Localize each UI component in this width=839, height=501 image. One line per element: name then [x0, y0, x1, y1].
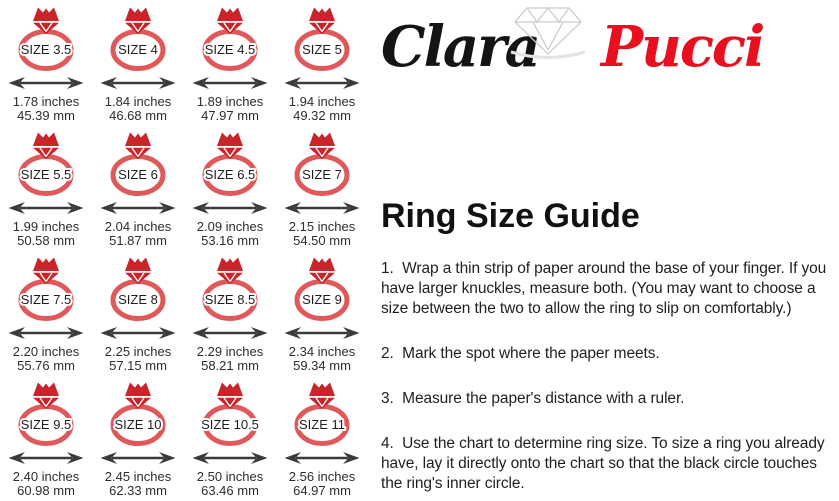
ring-size-cell: [276, 0, 368, 125]
diameter-mm: 49.32 mm: [293, 108, 351, 123]
diameter-arrow-icon: [276, 324, 368, 342]
ring-size-label: SIZE 8: [118, 292, 158, 307]
diameter-inches: 1.94 inches: [288, 94, 356, 109]
diameter-mm: 60.98 mm: [17, 483, 75, 498]
instruction-step-4: 4. Use the chart to determine ring size. To size a ring you already have, lay it directly onto the chart so that the black circle touches the ring's inner circle.: [381, 435, 829, 492]
diameter-mm: 58.21 mm: [201, 358, 259, 373]
diameter-inches: 1.78 inches: [12, 94, 80, 109]
ring-size-cell: [276, 250, 368, 375]
ring-size-label: SIZE 8.5: [204, 292, 256, 307]
ring-size-label: SIZE 7: [302, 167, 342, 182]
ring-size-cell: [92, 0, 184, 125]
diameter-mm: 62.33 mm: [109, 483, 167, 498]
diameter-arrow-icon: [276, 199, 368, 217]
ring-size-label: SIZE 6.5: [204, 167, 256, 182]
ring-size-cell: [276, 375, 368, 500]
diameter-inches: 2.20 inches: [12, 344, 80, 359]
ring-size-label: SIZE 10: [114, 417, 162, 432]
diameter-arrow-icon: [184, 199, 276, 217]
ring-size-label: SIZE 5.5: [20, 167, 72, 182]
ring-size-label: SIZE 5: [302, 42, 342, 57]
ring-size-cell: [184, 125, 276, 250]
ring-icon: [184, 251, 276, 322]
ring-icon: [92, 126, 184, 197]
diameter-inches: 1.89 inches: [196, 94, 264, 109]
ring-size-label: SIZE 11: [298, 417, 346, 432]
ring-size-cell: [0, 250, 92, 375]
ring-icon: [276, 251, 368, 322]
diameter-mm: 54.50 mm: [293, 233, 351, 248]
brand-name-clara: Clara: [381, 14, 539, 80]
ring-size-cell: [92, 375, 184, 500]
ring-size-cell: [0, 125, 92, 250]
diameter-inches: 2.25 inches: [104, 344, 172, 359]
ring-icon: [276, 126, 368, 197]
ring-size-label: SIZE 6: [118, 167, 158, 182]
diameter-inches: 2.09 inches: [196, 219, 264, 234]
diameter-inches: 2.15 inches: [288, 219, 356, 234]
ring-icon: [92, 376, 184, 447]
diameter-arrow-icon: [92, 199, 184, 217]
brand-logo: [375, 0, 835, 105]
ring-size-label: SIZE 3.5: [20, 42, 72, 57]
ring-size-label: SIZE 7.5: [20, 292, 72, 307]
ring-size-cell: [276, 125, 368, 250]
diameter-arrow-icon: [92, 324, 184, 342]
diameter-arrow-icon: [92, 449, 184, 467]
diameter-mm: 45.39 mm: [17, 108, 75, 123]
ring-size-cell: [92, 250, 184, 375]
diameter-arrow-icon: [0, 449, 92, 467]
ring-size-cell: [92, 125, 184, 250]
diameter-mm: 59.34 mm: [293, 358, 351, 373]
instruction-step-2: 2. Mark the spot where the paper meets.: [381, 345, 660, 362]
diameter-arrow-icon: [184, 324, 276, 342]
ring-size-cell: [184, 0, 276, 125]
ring-size-label: SIZE 10.5: [201, 417, 259, 432]
diameter-arrow-icon: [92, 74, 184, 92]
ring-size-cell: [0, 0, 92, 125]
page-title: Ring Size Guide: [381, 197, 640, 235]
ring-size-cell: [184, 250, 276, 375]
ring-icon: [276, 1, 368, 72]
diameter-inches: 2.29 inches: [196, 344, 264, 359]
instruction-step-1: 1. Wrap a thin strip of paper around the base of your finger. If you have larger knuckles, measure both. (You may want to choose a size between the two to allow the ring to slip on comfortably.): [381, 260, 831, 317]
diameter-inches: 2.50 inches: [196, 469, 264, 484]
diameter-arrow-icon: [0, 324, 92, 342]
diameter-mm: 50.58 mm: [17, 233, 75, 248]
diameter-arrow-icon: [276, 449, 368, 467]
ring-icon: [276, 376, 368, 447]
diameter-arrow-icon: [184, 449, 276, 467]
diameter-arrow-icon: [184, 74, 276, 92]
ring-size-chart: [0, 0, 368, 500]
ring-size-label: SIZE 4: [118, 42, 158, 57]
ring-icon: [0, 126, 92, 197]
diameter-mm: 57.15 mm: [109, 358, 167, 373]
ring-icon: [0, 376, 92, 447]
diameter-mm: 51.87 mm: [109, 233, 167, 248]
instruction-step-3: 3. Measure the paper's distance with a ruler.: [381, 390, 685, 407]
ring-icon: [0, 1, 92, 72]
diameter-mm: 64.97 mm: [293, 483, 351, 498]
diameter-inches: 2.45 inches: [104, 469, 172, 484]
diameter-mm: 63.46 mm: [201, 483, 259, 498]
diameter-inches: 2.04 inches: [104, 219, 172, 234]
diameter-inches: 2.34 inches: [288, 344, 356, 359]
ring-icon: [0, 251, 92, 322]
brand-name-pucci: Pucci: [601, 14, 764, 80]
diameter-inches: 2.56 inches: [288, 469, 356, 484]
ring-icon: [92, 251, 184, 322]
ring-icon: [184, 376, 276, 447]
diameter-mm: 47.97 mm: [201, 108, 259, 123]
ring-icon: [92, 1, 184, 72]
ring-size-label: SIZE 4.5: [204, 42, 256, 57]
ring-icon: [184, 126, 276, 197]
ring-icon: [184, 1, 276, 72]
diameter-arrow-icon: [276, 74, 368, 92]
ring-size-cell: [184, 375, 276, 500]
ring-size-label: SIZE 9: [302, 292, 342, 307]
diameter-mm: 55.76 mm: [17, 358, 75, 373]
diameter-mm: 53.16 mm: [201, 233, 259, 248]
guide-panel: [375, 0, 835, 494]
diameter-arrow-icon: [0, 74, 92, 92]
diamond-outline-icon: [503, 2, 593, 62]
diameter-inches: 2.40 inches: [12, 469, 80, 484]
ring-size-cell: [0, 375, 92, 500]
ring-size-label: SIZE 9.5: [20, 417, 72, 432]
diameter-mm: 46.68 mm: [109, 108, 167, 123]
diameter-arrow-icon: [0, 199, 92, 217]
diameter-inches: 1.84 inches: [104, 94, 172, 109]
diameter-inches: 1.99 inches: [12, 219, 80, 234]
